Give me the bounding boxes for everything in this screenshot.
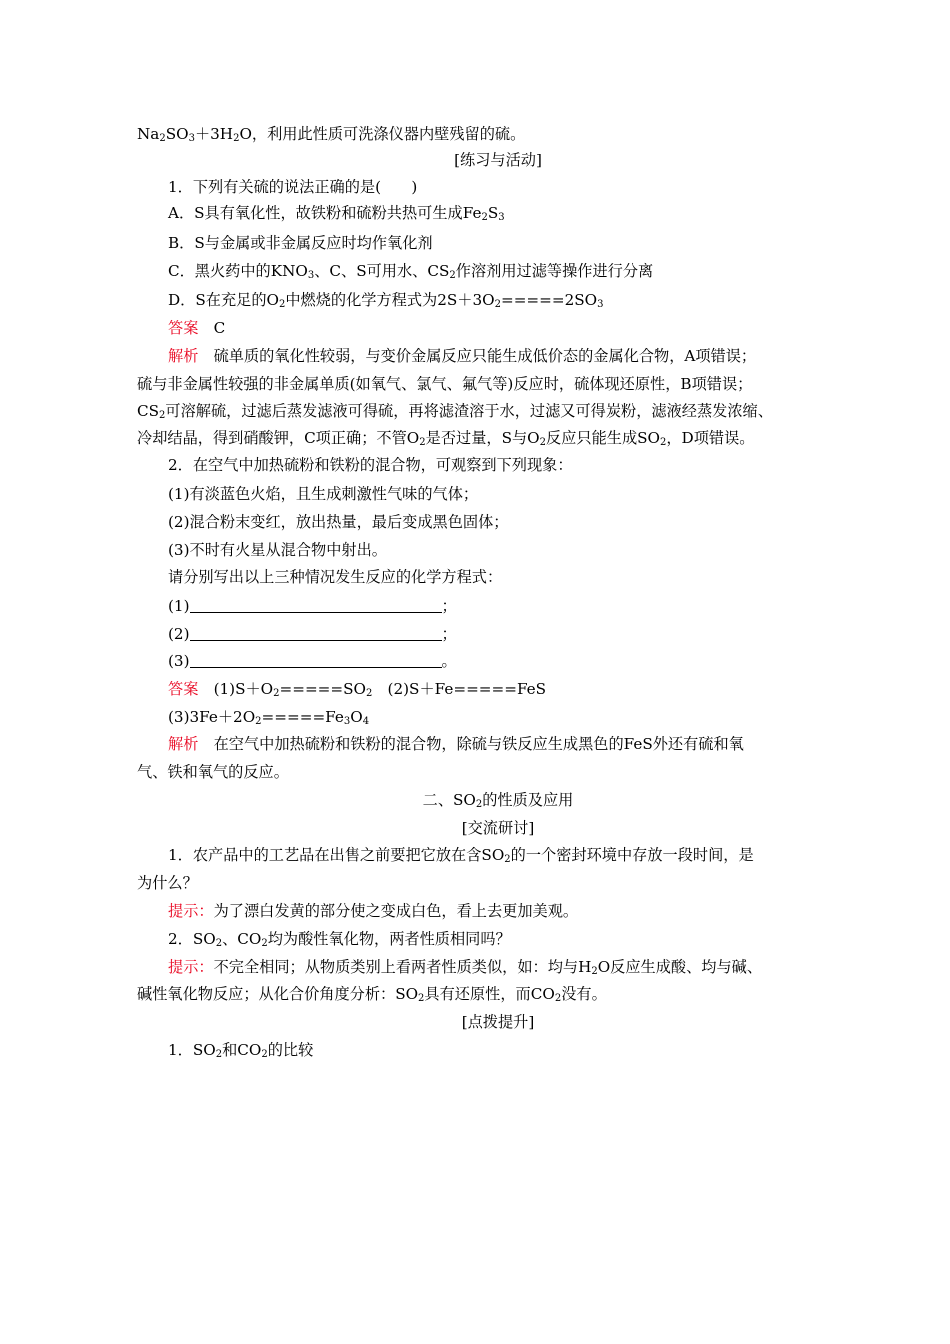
question-2-stem: 2．在空气中加热硫粉和铁粉的混合物，可观察到下列现象： <box>168 456 573 474</box>
phenomenon-2: (2)混合粉末变红，放出热量，最后变成黑色固体； <box>168 513 509 531</box>
subsection-title: 1．$SO_2$和$CO_2$的比较 <box>168 1041 314 1060</box>
section-heading: [交流研讨] <box>461 819 535 837</box>
question-1-stem: 1．下列有关硫的说法正确的是( ) <box>168 178 418 196</box>
section-heading: [练习与活动] <box>454 151 542 169</box>
explanation-label: 解析 <box>168 735 199 753</box>
option-a: A．S具有氧化性，故铁粉和硫粉共热可生成$Fe_2S_3$ <box>168 204 505 223</box>
answer-label: 答案 <box>168 319 199 337</box>
answer-blank-3: (3) 。 <box>168 652 457 670</box>
answer-blank-2: (2) ； <box>168 625 457 643</box>
discussion-question-2: 2．$SO_2$、$CO_2$均为酸性氧化物，两者性质相同吗？ <box>168 930 511 949</box>
blank-line <box>190 652 442 668</box>
explanation-line: $CS_2$可溶解硫，过滤后蒸发滤液可得硫，再将滤渣溶于水，过滤又可得炭粉，滤液经蒸发浓缩、 <box>137 402 773 421</box>
answer-label: 答案 <box>168 680 199 698</box>
explanation-line: 解析 硫单质的氧化性较弱，与变价金属反应只能生成低价态的金属化合物，A项错误； <box>168 347 757 365</box>
option-d: D．S在充足的$O_2$中燃烧的化学方程式为$2S+3O_2=====2SO_3$ <box>168 291 604 310</box>
hint-line: 提示：不完全相同；从物质类别上看两者性质类似，如：均与$H_2O$反应生成酸、均与碱、 <box>168 958 763 977</box>
section-title: 二、$SO_2$的性质及应用 <box>422 791 574 810</box>
answer-line: 答案 $(1)S+O_2=====SO_2$ (2)S＋Fe=====FeS <box>168 680 547 699</box>
phenomenon-1: (1)有淡蓝色火焰，且生成刺激性气味的气体； <box>168 485 479 503</box>
explanation-line: 气、铁和氧气的反应。 <box>137 763 289 781</box>
hint-label: 提示： <box>168 958 214 976</box>
hint-label: 提示： <box>168 902 214 920</box>
answer-line: 答案 C <box>168 319 226 337</box>
option-b: B．S与金属或非金属反应时均作氧化剂 <box>168 234 433 252</box>
hint-line: 提示：为了漂白发黄的部分使之变成白色，看上去更加美观。 <box>168 902 579 920</box>
answer-line: $(3)3Fe+2O_2=====Fe_3O_4$ <box>168 708 370 727</box>
discussion-question-1: 1．农产品中的工艺品在出售之前要把它放在含$SO_2$的一个密封环境中存放一段时间，是 <box>168 846 754 865</box>
explanation-line: 冷却结晶，得到硝酸钾，C项正确；不管$O_2$是否过量，S与$O_2$反应只能生成$SO_2$，D项错误。 <box>137 429 755 448</box>
explanation-label: 解析 <box>168 347 199 365</box>
section-heading: [点拨提升] <box>461 1013 535 1031</box>
text-line: $Na_2SO_3+3H_2O$，利用此性质可洗涤仪器内壁残留的硫。 <box>137 125 526 144</box>
option-c: C．黑火药中的$KNO_3$、C、S可用水、$CS_2$作溶剂用过滤等操作进行分离 <box>168 262 654 281</box>
answer-blank-1: (1) ； <box>168 597 457 615</box>
explanation-line: 硫与非金属性较强的非金属单质(如氧气、氯气、氟气等)反应时，硫体现还原性，B项错误； <box>137 375 753 393</box>
discussion-question-1-cont: 为什么？ <box>137 874 198 892</box>
explanation-line: 解析 在空气中加热硫粉和铁粉的混合物，除硫与铁反应生成黑色的FeS外还有硫和氧 <box>168 735 744 753</box>
phenomenon-3: (3)不时有火星从混合物中射出。 <box>168 541 387 559</box>
question-2-ask: 请分别写出以上三种情况发生反应的化学方程式： <box>168 568 503 586</box>
hint-line: 碱性氧化物反应；从化合价角度分析：$SO_2$具有还原性，而$CO_2$没有。 <box>137 985 607 1004</box>
blank-line <box>190 625 442 641</box>
blank-line <box>190 597 442 613</box>
